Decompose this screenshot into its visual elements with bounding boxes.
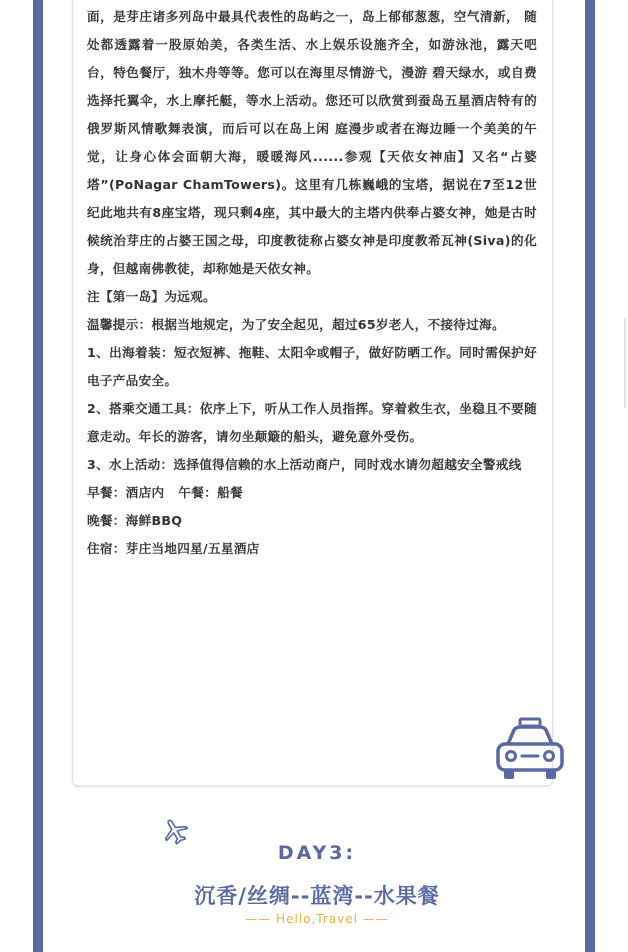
tip-attire: 1、出海着装：短衣短裤、拖鞋、太阳伞或帽子，做好防晒工作。同时需保护好电子产品安全。 xyxy=(87,345,537,388)
meals-breakfast-lunch: 早餐：酒店内 午餐：船餐 xyxy=(87,485,243,500)
note-line: 注【第一岛】为远观。 xyxy=(87,289,216,304)
meals-dinner: 晚餐：海鲜BBQ xyxy=(87,513,183,528)
tip-transport: 2、搭乘交通工具：依序上下，听从工作人员指挥。穿着救生衣，坐稳且不要随意走动。年长的游客，请勿坐颠簸的船头，避免意外受伤。 xyxy=(87,401,537,444)
airplane-icon xyxy=(160,816,190,846)
reminder-line: 温馨提示：根据当地规定，为了安全起见，超过65岁老人，不接待过海。 xyxy=(87,317,505,332)
right-border-bar xyxy=(585,0,595,952)
day-heading: DAY3: xyxy=(277,842,357,864)
day-route-title: 沉香/丝绸--蓝湾--水果餐 xyxy=(194,884,440,908)
tip-water-activities: 3、水上活动：选择值得信赖的水上活动商户，同时戏水请勿超越安全警戒线 xyxy=(87,457,522,472)
description-paragraph: 面，是芽庄诸多列岛中最具代表性的岛屿之一，岛上郁郁葱葱，空气清新， 随处都透露着一股原始美，各类生活、水上娱乐设施齐全，如游泳池，露天吧台，特色餐厅，独木舟等等。您可以在海里尽情游弋，漫游 碧天绿水，或自费选择托翼伞，水上摩托艇，等水上活动。您还可以欣赏到蚕岛五星酒店特有的俄罗斯风情歌舞表演，而后可以在岛上闲 庭漫步或者在海边睡一个美美的午觉，让身心体会面朝大海，暖暖海风......参观【天依女神庙】又名“占婆塔”(PoNagar ChamTowers)。这里有几栋巍峨的宝塔，据说在7至12世纪此地共有8座宝塔，现只剩4座，其中最大的主塔内供奉占婆女神，她是古时候统治芽庄的占婆王国之母，印度教徒称占婆女神是印度教希瓦神(Siva)的化身，但越南佛教徒，却称她是天依女神。 xyxy=(87,9,537,276)
scroll-indicator xyxy=(624,318,626,408)
accommodation: 住宿：芽庄当地四星/五星酒店 xyxy=(87,541,260,556)
hello-travel-tagline: —— Hello,Travel —— xyxy=(245,912,389,926)
left-border-bar xyxy=(33,0,43,952)
taxi-icon xyxy=(494,716,566,784)
itinerary-text xyxy=(87,3,537,563)
